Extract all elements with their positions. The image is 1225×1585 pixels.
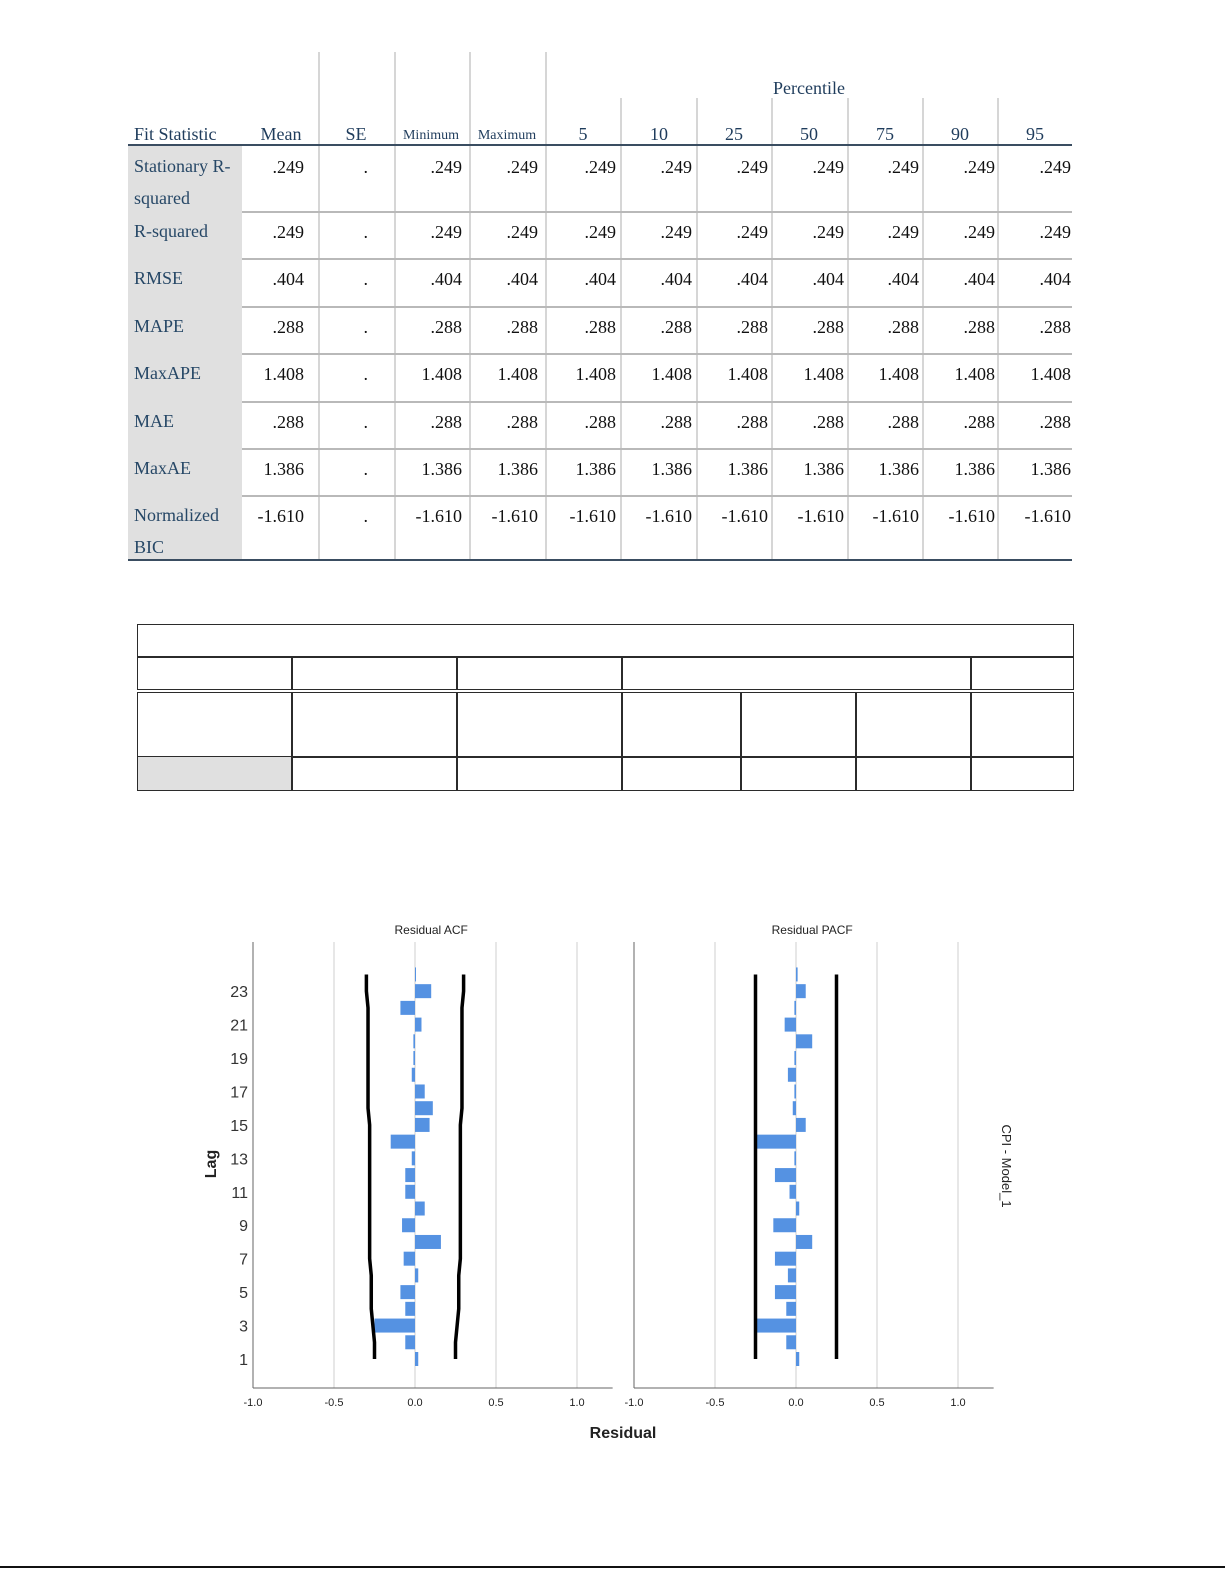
table-cell: . (363, 157, 368, 177)
row-divider (128, 211, 1072, 213)
residual-bar (775, 1285, 796, 1299)
table-cell: .249 (887, 157, 919, 177)
table-cell: 1.386 (954, 459, 995, 479)
table-cell: .249 (812, 222, 844, 242)
residual-bar (405, 1168, 415, 1182)
table-cell: .288 (887, 317, 919, 337)
row-label: MAPE (134, 316, 185, 336)
row-label: R-squared (134, 221, 208, 241)
percentile-header: Percentile (773, 78, 845, 98)
y-tick-label: 17 (230, 1084, 248, 1102)
table-cell: .288 (584, 412, 616, 432)
column-header: Mean (260, 124, 302, 144)
x-tick-label: -0.5 (705, 1397, 725, 1409)
table-cell: .288 (963, 317, 995, 337)
column-header: 50 (800, 124, 818, 144)
table-cell: 1.408 (803, 364, 844, 384)
empty-table (137, 624, 1074, 791)
residual-bar (775, 1252, 796, 1266)
table-cell: 1.386 (421, 459, 462, 479)
table-cell: 1.386 (1030, 459, 1071, 479)
empty-table-header-cell (291, 656, 458, 690)
empty-table-subheader-cell (456, 692, 623, 758)
residual-bar (402, 1218, 415, 1232)
panel-title: Residual ACF (394, 923, 468, 937)
y-tick-label: 13 (230, 1151, 248, 1169)
table-cell: 1.408 (727, 364, 768, 384)
table-cell: . (363, 269, 368, 289)
table-cell: .249 (584, 222, 616, 242)
y-tick-label: 15 (230, 1117, 248, 1135)
row-label: MaxAPE (134, 363, 201, 383)
table-cell: .404 (812, 269, 844, 289)
residual-bar (788, 1068, 796, 1082)
empty-table-title-row (137, 624, 1074, 658)
y-tick-label: 5 (239, 1285, 248, 1303)
header-rule (128, 144, 1072, 146)
table-cell: 1.386 (727, 459, 768, 479)
residual-bar (404, 1252, 415, 1266)
column-header: Fit Statistic (134, 124, 217, 144)
table-cell: .249 (736, 157, 768, 177)
table-cell: .249 (272, 222, 304, 242)
x-tick-label: 1.0 (950, 1397, 966, 1409)
residual-bar (773, 1218, 796, 1232)
table-cell: .288 (812, 317, 844, 337)
residual-bar (786, 1335, 796, 1349)
table-cell: .288 (272, 412, 304, 432)
x-tick-label: -0.5 (324, 1397, 344, 1409)
residual-bar (415, 1084, 425, 1098)
column-header: Maximum (477, 128, 537, 143)
residual-bar (790, 1185, 796, 1199)
column-header: 90 (951, 124, 969, 144)
residual-bar (413, 1034, 415, 1048)
residual-bar (785, 1018, 796, 1032)
table-cell: 1.408 (954, 364, 995, 384)
empty-table-cell (291, 756, 458, 791)
table-cell: -1.610 (491, 506, 538, 526)
table-cell: .404 (736, 269, 768, 289)
table-cell: .288 (506, 412, 538, 432)
table-cell: .288 (506, 317, 538, 337)
table-cell: .249 (506, 222, 538, 242)
table-cell: . (363, 506, 368, 526)
empty-table-row-label-cell (137, 756, 293, 791)
column-header: 95 (1026, 124, 1044, 144)
panel-title: Residual PACF (771, 923, 853, 937)
y-tick-label: 23 (230, 984, 248, 1002)
residual-bar (400, 1285, 415, 1299)
x-tick-label: 0.5 (488, 1397, 504, 1409)
row-divider (128, 448, 1072, 450)
upper-confidence-limit (456, 974, 464, 1359)
table-cell: .249 (736, 222, 768, 242)
table-cell: 1.408 (575, 364, 616, 384)
y-tick-label: 11 (231, 1184, 248, 1202)
row-divider (128, 495, 1072, 497)
table-cell: .404 (963, 269, 995, 289)
residual-bar (786, 1302, 796, 1316)
row-label: MaxAE (134, 458, 191, 478)
table-cell: .288 (736, 317, 768, 337)
table-cell: .404 (1039, 269, 1071, 289)
residual-bar (796, 967, 798, 981)
residual-bar (415, 1018, 421, 1032)
table-cell: . (363, 222, 368, 242)
empty-table-header-cell (137, 656, 293, 690)
residual-bar (796, 1235, 812, 1249)
residual-bar (756, 1319, 797, 1333)
x-tick-label: 1.0 (569, 1397, 585, 1409)
table-cell: .404 (660, 269, 692, 289)
row-divider (128, 401, 1072, 403)
empty-table-cell (855, 756, 972, 791)
empty-table-subheader-cell (621, 692, 742, 758)
residual-bar (775, 1168, 796, 1182)
table-cell: . (363, 317, 368, 337)
row-label: Normalized BIC (134, 505, 219, 557)
empty-table-cell (970, 756, 1074, 791)
table-cell: .288 (736, 412, 768, 432)
empty-table-cell (621, 756, 742, 791)
residual-bar (794, 1151, 796, 1165)
table-cell: .249 (887, 222, 919, 242)
residual-bar (415, 1101, 433, 1115)
table-cell: .249 (272, 157, 304, 177)
table-cell: -1.610 (797, 506, 844, 526)
table-cell: 1.408 (878, 364, 919, 384)
empty-table-cell (740, 756, 857, 791)
table-cell: .249 (430, 157, 462, 177)
column-header: SE (345, 124, 367, 144)
table-cell: -1.610 (872, 506, 919, 526)
table-cell: -1.610 (257, 506, 304, 526)
residual-bar (405, 1302, 415, 1316)
table-cell: . (363, 364, 368, 384)
lower-confidence-limit (366, 974, 374, 1359)
table-cell: .249 (1039, 157, 1071, 177)
residual-bar (415, 1118, 430, 1132)
residual-bar (415, 1352, 418, 1366)
x-tick-label: 0.5 (869, 1397, 885, 1409)
table-cell: -1.610 (721, 506, 768, 526)
table-cell: 1.386 (263, 459, 304, 479)
residual-bar (796, 1034, 812, 1048)
table-cell: 1.408 (421, 364, 462, 384)
y-axis-title: Lag (203, 1149, 220, 1179)
residual-bar (756, 1135, 797, 1149)
table-cell: 1.408 (651, 364, 692, 384)
residual-bar (794, 1051, 796, 1065)
row-divider (128, 258, 1072, 260)
x-tick-label: -1.0 (624, 1397, 644, 1409)
residual-bar (415, 984, 431, 998)
residual-acf-pacf-chart (190, 912, 1030, 1452)
table-cell: .404 (584, 269, 616, 289)
empty-table-subheader-cell (740, 692, 857, 758)
table-cell: .288 (1039, 412, 1071, 432)
table-cell: .249 (963, 157, 995, 177)
table-cell: .249 (584, 157, 616, 177)
empty-table-subheader-cell (855, 692, 972, 758)
residual-bar (415, 1268, 418, 1282)
empty-table-subheader-cell (291, 692, 458, 758)
table-cell: -1.610 (569, 506, 616, 526)
residual-bar (796, 1202, 799, 1216)
table-cell: -1.610 (645, 506, 692, 526)
table-cell: .288 (584, 317, 616, 337)
table-cell: .404 (430, 269, 462, 289)
residual-bar (794, 1084, 796, 1098)
residual-bar (793, 1101, 796, 1115)
residual-bar (400, 1001, 415, 1015)
column-header: 5 (578, 124, 588, 144)
residual-bar (412, 1151, 415, 1165)
y-tick-label: 21 (230, 1017, 248, 1035)
table-cell: .249 (660, 157, 692, 177)
column-header: 10 (650, 124, 668, 144)
column-header: 25 (725, 124, 743, 144)
residual-bar (415, 1235, 441, 1249)
empty-table-cell (456, 756, 623, 791)
table-cell: .249 (812, 157, 844, 177)
residual-bar (788, 1268, 796, 1282)
y-tick-label: 19 (230, 1051, 248, 1069)
empty-table-header-cell (456, 656, 623, 690)
residual-bar (415, 967, 416, 981)
table-cell: -1.610 (415, 506, 462, 526)
residual-bar (796, 1118, 806, 1132)
table-cell: .288 (660, 412, 692, 432)
panel-label: CPI - Model_1 (999, 1124, 1014, 1208)
row-label: MAE (134, 411, 174, 431)
table-cell: 1.408 (497, 364, 538, 384)
residual-bar (796, 984, 806, 998)
residual-bar (412, 1068, 415, 1082)
table-cell: .288 (430, 412, 462, 432)
residual-bar (375, 1319, 416, 1333)
row-divider (128, 306, 1072, 308)
residual-bar (794, 1001, 796, 1015)
table-cell: 1.408 (263, 364, 304, 384)
residual-bar (391, 1135, 415, 1149)
table-cell: .404 (272, 269, 304, 289)
table-cell: .249 (660, 222, 692, 242)
row-divider (128, 353, 1072, 355)
table-cell: .249 (506, 157, 538, 177)
residual-bar (413, 1051, 415, 1065)
table-cell: .288 (812, 412, 844, 432)
residual-bar (405, 1335, 415, 1349)
residual-bar (415, 1202, 425, 1216)
table-cell: -1.610 (1024, 506, 1071, 526)
x-axis-title: Residual (589, 1425, 657, 1442)
column-header: Minimum (402, 128, 459, 143)
table-cell: . (363, 459, 368, 479)
x-tick-label: 0.0 (788, 1397, 804, 1409)
table-cell: .404 (887, 269, 919, 289)
table-cell: 1.386 (803, 459, 844, 479)
table-cell: .288 (660, 317, 692, 337)
table-cell: .249 (1039, 222, 1071, 242)
table-cell: 1.408 (1030, 364, 1071, 384)
y-tick-label: 3 (239, 1318, 248, 1336)
residual-bar (796, 1352, 799, 1366)
empty-table-header-cell (621, 656, 972, 690)
x-tick-label: -1.0 (243, 1397, 263, 1409)
page-bottom-rule (0, 1566, 1225, 1568)
row-divider (128, 559, 1072, 561)
table-cell: .288 (887, 412, 919, 432)
empty-table-subheader-cell (137, 692, 293, 758)
row-label: RMSE (134, 268, 184, 288)
table-cell: . (363, 412, 368, 432)
table-cell: .288 (963, 412, 995, 432)
table-cell: .288 (430, 317, 462, 337)
empty-table-subheader-cell (970, 692, 1074, 758)
table-cell: .404 (506, 269, 538, 289)
y-tick-label: 7 (239, 1251, 248, 1269)
table-cell: .249 (430, 222, 462, 242)
x-tick-label: 0.0 (407, 1397, 423, 1409)
table-cell: .288 (1039, 317, 1071, 337)
fit-statistics-table (128, 52, 1072, 562)
table-cell: -1.610 (948, 506, 995, 526)
y-tick-label: 1 (239, 1352, 248, 1369)
residual-bar (405, 1185, 415, 1199)
table-cell: 1.386 (651, 459, 692, 479)
table-cell: .249 (963, 222, 995, 242)
table-cell: 1.386 (575, 459, 616, 479)
row-label: Stationary R-squared (134, 156, 231, 208)
y-tick-label: 9 (239, 1218, 248, 1236)
table-cell: 1.386 (878, 459, 919, 479)
table-cell: .288 (272, 317, 304, 337)
table-cell: 1.386 (497, 459, 538, 479)
column-header: 75 (876, 124, 894, 144)
empty-table-header-cell (970, 656, 1074, 690)
